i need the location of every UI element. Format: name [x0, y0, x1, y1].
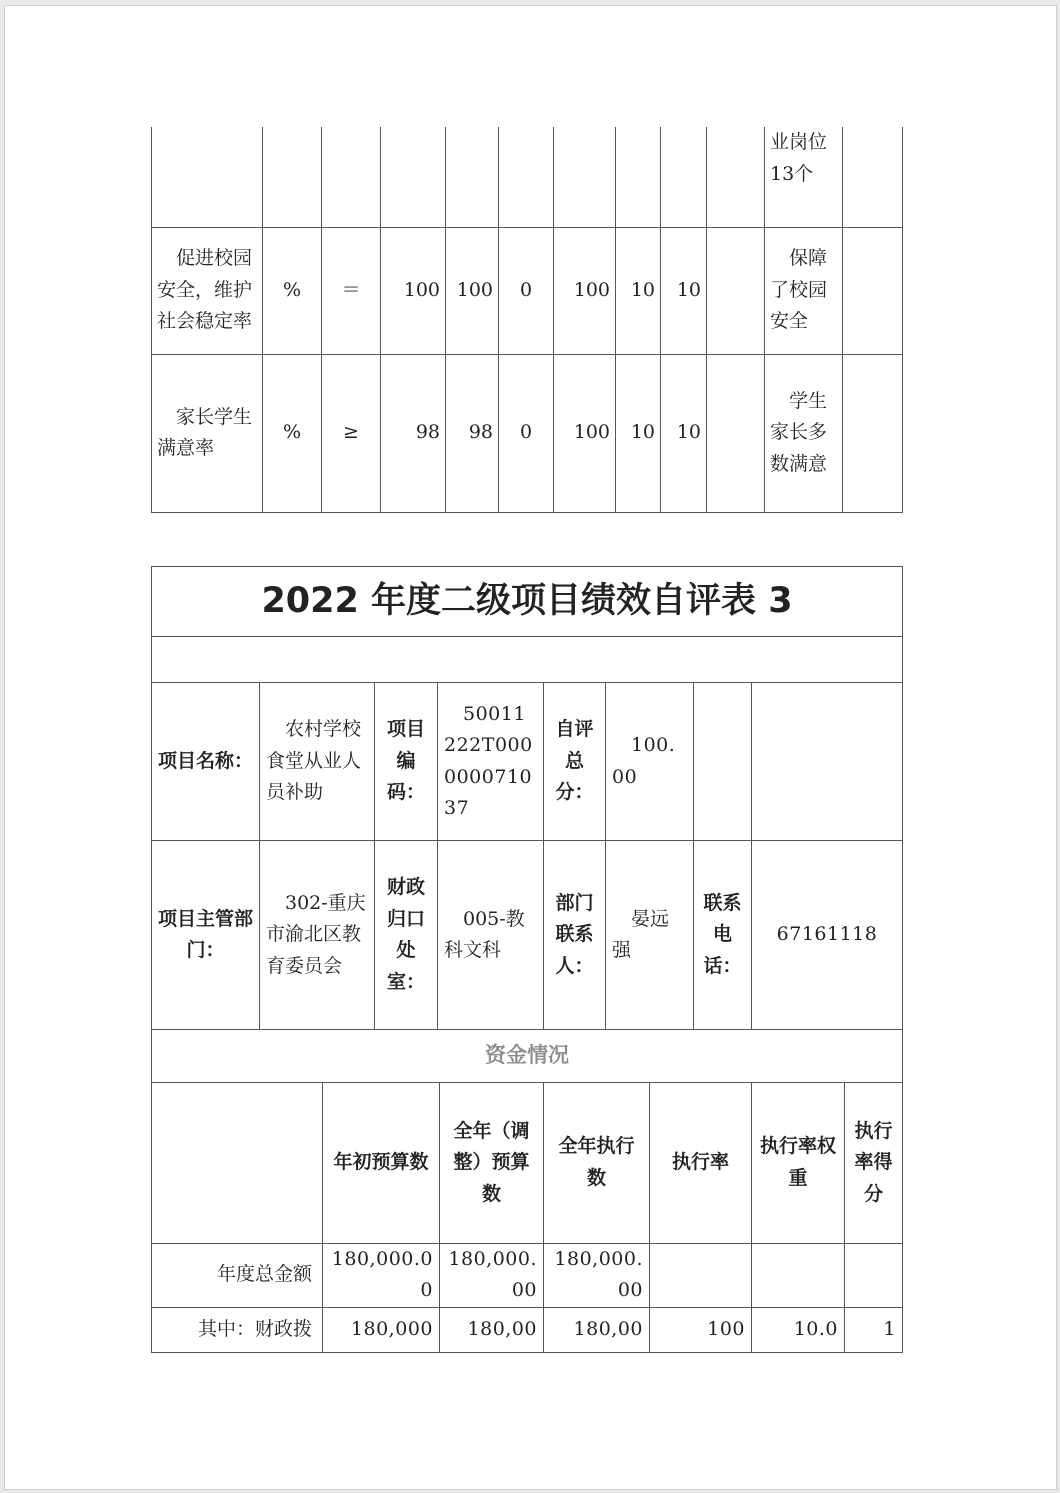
indicator-cell: 家长学生满意率: [152, 354, 263, 512]
remark-cell: 学生家长多数满意: [765, 354, 843, 512]
deviation-cell: 0: [499, 227, 554, 354]
score-cell: 10: [661, 227, 707, 354]
phone-value: 67161118: [752, 841, 903, 1030]
form-title-row: [152, 567, 903, 637]
department-value: 302-重庆市渝北区教育委员会: [260, 841, 375, 1030]
remark-cell: 保障了校园安全: [765, 227, 843, 354]
header-initial-budget: 年初预算数: [323, 1083, 440, 1243]
target-cell: 100: [381, 227, 446, 354]
project-info-row: [152, 683, 903, 841]
finance-office-value: 005-教科文科: [438, 841, 544, 1030]
rate-score-cell: 1: [845, 1307, 903, 1352]
adjusted-budget-cell: 180,00: [440, 1307, 544, 1352]
operator-cell: ＝: [322, 227, 381, 354]
table-row: [152, 354, 903, 512]
initial-budget-cell: 180,000: [323, 1307, 440, 1352]
project-code-value: 50011222T000000071037: [438, 683, 544, 841]
weight-cell: 10: [616, 354, 661, 512]
executed-cell: 180,00: [544, 1307, 650, 1352]
actual-cell: 98: [446, 354, 499, 512]
execution-rate-cell: 100: [650, 1307, 752, 1352]
weight-cell: 10: [616, 227, 661, 354]
funds-table: [151, 1083, 903, 1353]
project-name-value: 农村学校食堂从业人员补助: [260, 683, 375, 841]
table-row: [152, 1307, 903, 1352]
unit-cell: %: [263, 227, 322, 354]
project-name-label: 项目名称：: [152, 683, 260, 841]
row-label: 其中：财政拨: [152, 1307, 323, 1352]
target-cell: 98: [381, 354, 446, 512]
adjusted-budget-cell: 180,000.00: [440, 1243, 544, 1307]
self-score-label: 自评总分：: [544, 683, 606, 841]
operator-cell: ≥: [322, 354, 381, 512]
unit-cell: %: [263, 354, 322, 512]
performance-indicator-table: [151, 127, 903, 513]
funds-header-row: [152, 1083, 903, 1243]
score-pct-cell: 100: [554, 227, 616, 354]
table-row: [152, 127, 903, 227]
actual-cell: 100: [446, 227, 499, 354]
table-row: [152, 227, 903, 354]
blank-row: [152, 637, 903, 683]
initial-budget-cell: 180,000.00: [323, 1243, 440, 1307]
executed-cell: 180,000.00: [544, 1243, 650, 1307]
indicator-cell: 促进校园安全，维护社会稳定率: [152, 227, 263, 354]
self-evaluation-form: [151, 566, 903, 1083]
contact-person-label: 部门联系人：: [544, 841, 606, 1030]
rate-score-cell: [845, 1243, 903, 1307]
header-execution-rate: 执行率: [650, 1083, 752, 1243]
department-label: 项目主管部门：: [152, 841, 260, 1030]
department-info-row: [152, 841, 903, 1030]
score-cell: 10: [661, 354, 707, 512]
contact-person-value: 晏远强: [606, 841, 694, 1030]
self-score-value: 100.00: [606, 683, 694, 841]
phone-label: 联系电话：: [694, 841, 752, 1030]
header-rate-weight: 执行率权重: [752, 1083, 845, 1243]
rate-weight-cell: 10.0: [752, 1307, 845, 1352]
rate-weight-cell: [752, 1243, 845, 1307]
header-rate-score: 执行率得分: [845, 1083, 903, 1243]
funds-section-title: 资金情况: [152, 1030, 903, 1083]
funds-section-row: [152, 1030, 903, 1083]
form-title: 2022 年度二级项目绩效自评表 3: [152, 567, 903, 637]
header-adjusted-budget: 全年（调整）预算数: [440, 1083, 544, 1243]
finance-office-label: 财政归口处室：: [375, 841, 438, 1030]
table-row: [152, 1243, 903, 1307]
header-executed: 全年执行数: [544, 1083, 650, 1243]
score-pct-cell: 100: [554, 354, 616, 512]
remark-cell: 业岗位13个: [765, 127, 843, 227]
execution-rate-cell: [650, 1243, 752, 1307]
row-label: 年度总金额: [152, 1243, 323, 1307]
deviation-cell: 0: [499, 354, 554, 512]
project-code-label: 项目编码：: [375, 683, 438, 841]
